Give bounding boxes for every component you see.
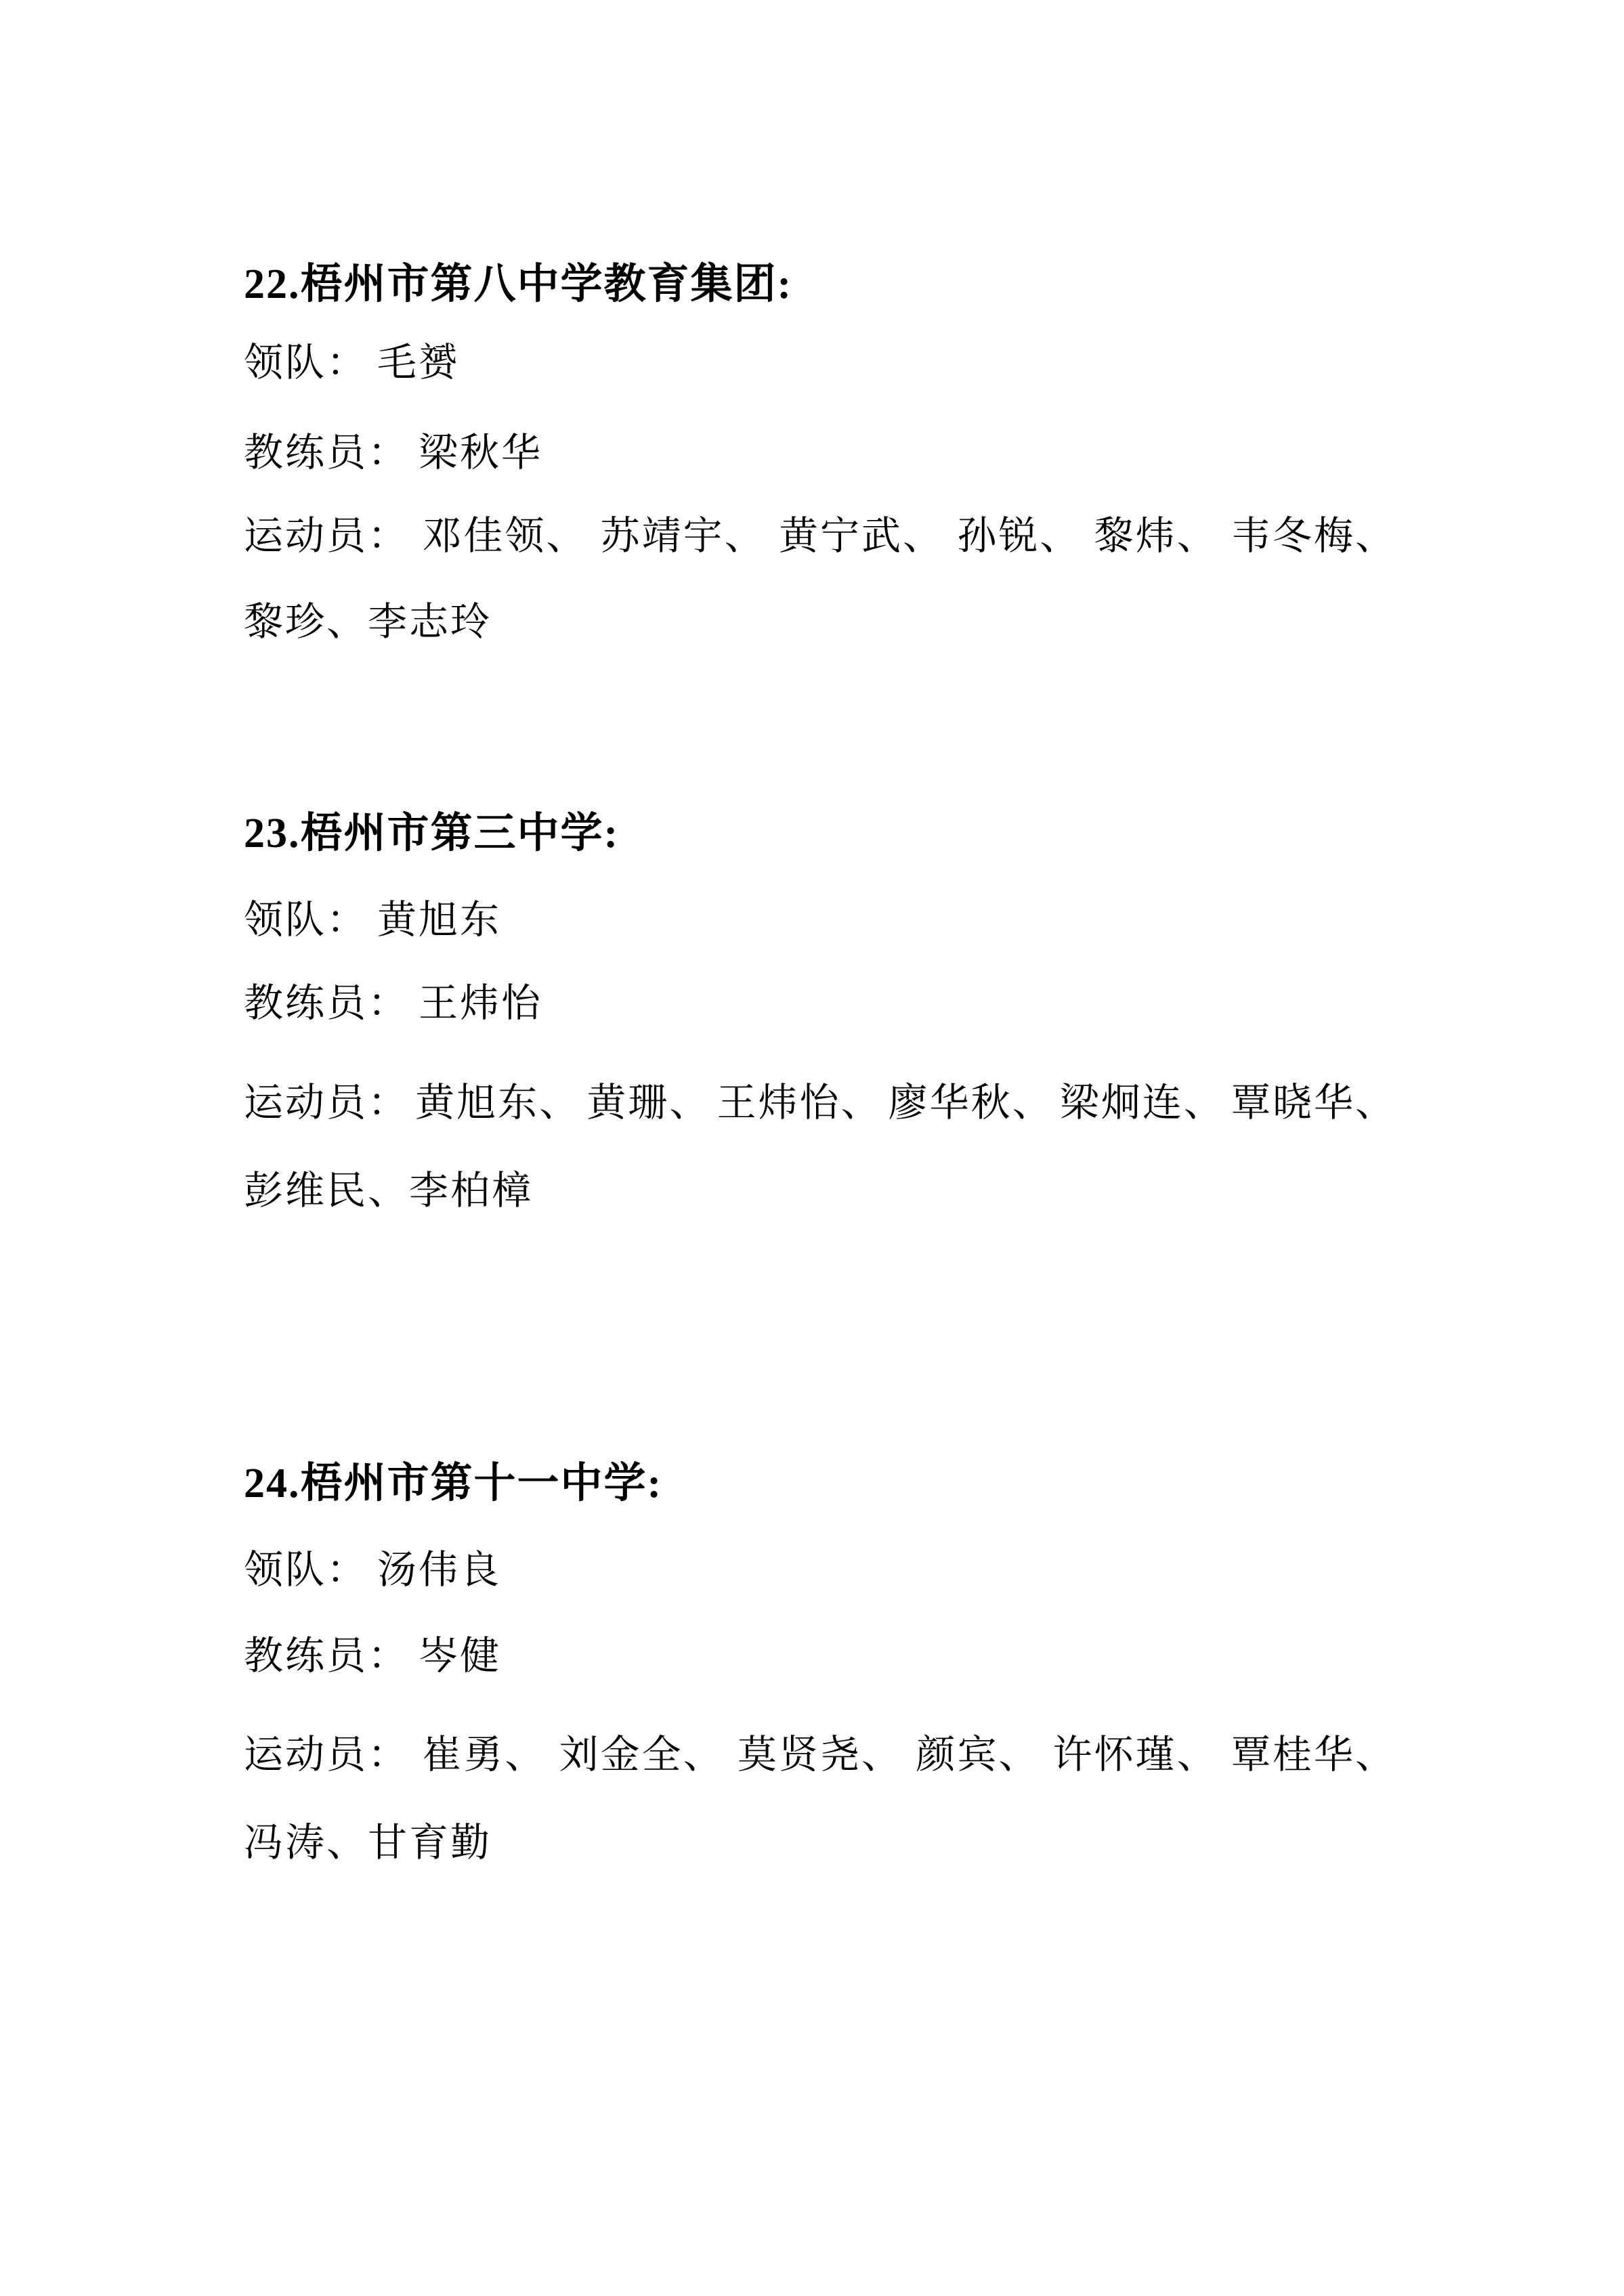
section-24-athletes-line1 bbox=[244, 1735, 1396, 1775]
leader-name: 黄旭东 bbox=[377, 898, 502, 942]
section-22-athletes-line2: 黎珍、李志玲 bbox=[244, 600, 492, 644]
section-22-heading: 22.梧州市第八中学教育集团: bbox=[244, 261, 793, 307]
section-24-leader-line bbox=[244, 1548, 1396, 1592]
leader-name: 汤伟良 bbox=[377, 1548, 502, 1592]
athletes-segment: 孙锐、 bbox=[957, 514, 1082, 558]
athletes-segment: 覃晓华、 bbox=[1231, 1081, 1396, 1125]
athletes-segment: 王炜怡、 bbox=[717, 1081, 882, 1125]
athletes-segment: 覃桂华、 bbox=[1231, 1733, 1396, 1777]
athletes-segment: 梁炯连、 bbox=[1059, 1081, 1225, 1125]
section-22-leader-line bbox=[244, 343, 1396, 383]
section-24-athletes-line2: 冯涛、甘育勤 bbox=[244, 1821, 492, 1865]
athletes-segment: 崔勇、 bbox=[422, 1733, 547, 1777]
section-22-coach-line bbox=[244, 433, 1396, 473]
leader-label: 领队： bbox=[244, 1548, 368, 1592]
athletes-segment: 许怀瑾、 bbox=[1052, 1733, 1218, 1777]
athletes-segment: 运动员： bbox=[244, 1081, 410, 1125]
athletes-segment: 苏靖宇、 bbox=[600, 514, 766, 558]
athletes-segment: 邓佳领、 bbox=[422, 514, 588, 558]
coach-name: 王炜怡 bbox=[419, 981, 543, 1025]
section-23-athletes-line1 bbox=[244, 1083, 1396, 1123]
athletes-segment: 黄旭东、 bbox=[415, 1081, 581, 1125]
athletes-segment: 黄珊、 bbox=[586, 1081, 711, 1125]
section-22-athletes-line1 bbox=[244, 514, 1396, 558]
athletes-segment: 廖华秋、 bbox=[888, 1081, 1054, 1125]
section-23-coach-line bbox=[244, 981, 1396, 1025]
athletes-segment: 黎炜、 bbox=[1094, 514, 1218, 558]
leader-name: 毛赟 bbox=[377, 341, 461, 385]
coach-name: 岑健 bbox=[419, 1634, 502, 1678]
athletes-segment: 莫贤尧、 bbox=[737, 1733, 903, 1777]
section-23-athletes-line2: 彭维民、李柏樟 bbox=[244, 1169, 534, 1213]
athletes-segment: 黄宁武、 bbox=[778, 514, 944, 558]
coach-label: 教练员： bbox=[244, 981, 410, 1025]
leader-label: 领队： bbox=[244, 898, 368, 942]
athletes-segment: 运动员： bbox=[244, 1733, 410, 1777]
athletes-segment: 韦冬梅、 bbox=[1231, 514, 1396, 558]
athletes-segment: 运动员： bbox=[244, 514, 410, 558]
coach-label: 教练员： bbox=[244, 1634, 410, 1678]
coach-name: 梁秋华 bbox=[419, 431, 543, 475]
section-24-coach-line bbox=[244, 1634, 1396, 1678]
section-23-leader-line bbox=[244, 898, 1396, 942]
athletes-segment: 刘金全、 bbox=[559, 1733, 725, 1777]
athletes-segment: 颜宾、 bbox=[916, 1733, 1040, 1777]
section-23-heading: 23.梧州市第三中学: bbox=[244, 810, 620, 857]
leader-label: 领队： bbox=[244, 341, 368, 385]
coach-label: 教练员： bbox=[244, 431, 410, 475]
section-24-heading: 24.梧州市第十一中学: bbox=[244, 1460, 663, 1507]
